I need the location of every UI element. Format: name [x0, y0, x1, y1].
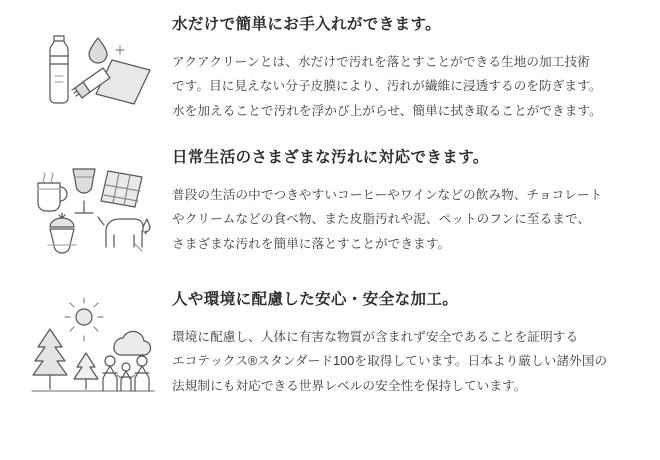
section-2-text [168, 147, 646, 256]
section-3-body [172, 325, 646, 399]
section-1-body-line-2: です。目に見えない分子皮膜により、汚れが繊維に浸透するのを防ぎます。 [172, 79, 602, 94]
section-2-body [172, 183, 646, 257]
trees-sun-cloud-family-icon [28, 295, 158, 405]
section-1-body-line-1: アクアクリーンとは、水だけで汚れを落とすことができる生地の加工技術 [172, 54, 590, 69]
section-daily-stains [0, 125, 660, 263]
section-3-heading: 人や環境に配慮した安心・安全な加工。 [172, 291, 459, 308]
section-3-text [168, 289, 646, 398]
section-3-body-line-1: 環境に配慮し、人体に有害な物質が含まれず安全であることを証明する [172, 329, 579, 344]
section-1-body-line-3: 水を加えることで汚れを浮かび上がらせ、簡単に拭き取ることができます。 [172, 103, 602, 118]
section-1-text [168, 14, 646, 123]
section-2-body-line-3: さまざまな汚れを簡単に落とすことができます。 [172, 236, 451, 251]
bottle-water-drop-cloth-brush-icon [28, 20, 158, 125]
section-3-icon-group [18, 289, 168, 405]
section-1-icon-group [18, 14, 168, 125]
coffee-wine-chocolate-icecream-dog-icon [28, 153, 158, 263]
section-2-heading: 日常生活のさまざまな汚れに対応できます。 [172, 149, 489, 166]
section-2-icon-group [18, 147, 168, 263]
section-2-body-line-2: やクリームなどの食べ物、また皮脂汚れや泥、ペットのフンに至るまで、 [172, 212, 591, 227]
section-3-body-line-3: 法規制にも対応できる世界レベルの安全性を保持しています。 [172, 378, 527, 393]
section-1-body [172, 50, 646, 124]
section-2-body-line-1: 普段の生活の中でつきやすいコーヒーやワインなどの飲み物、チョコレート [172, 187, 603, 202]
section-aqua-clean [0, 0, 660, 125]
section-safe-processing [0, 263, 660, 405]
section-3-body-line-2: エコテックス®スタンダード100を取得しています。日本より厳しい諸外国の [172, 354, 608, 369]
section-1-heading: 水だけで簡単にお手入れができます。 [172, 16, 442, 33]
